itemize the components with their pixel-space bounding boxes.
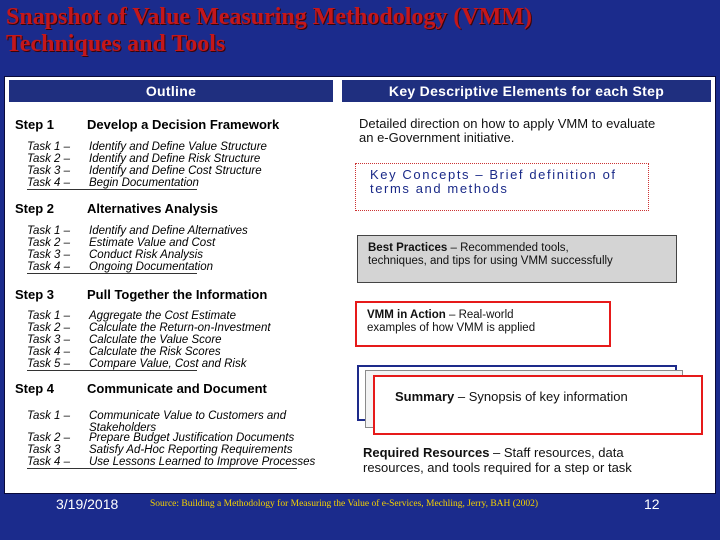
task-row: Task 2 – Calculate the Return-on-Investment (27, 322, 271, 334)
step-number: Step 4 (15, 381, 55, 396)
task-row: Task 4 – Calculate the Risk Scores (27, 346, 221, 358)
task-row: Task 1 – Communicate Value to Customers and (27, 410, 287, 422)
task-row: Task 1 – Identify and Define Value Structure (27, 141, 267, 153)
outline-header: Outline (9, 80, 333, 102)
slide-title-line2: Techniques and Tools (6, 31, 226, 57)
best-practices-text: Best Practices – Recommended tools, techniques, and tips for using VMM successfully (368, 242, 613, 267)
divider (27, 273, 197, 274)
best-practices-box (357, 235, 677, 283)
step-title: Communicate and Document (87, 381, 267, 396)
vmm-in-action-box (355, 301, 611, 347)
task-row: Task 3 – Conduct Risk Analysis (27, 249, 203, 261)
step-2 (15, 201, 218, 216)
page-number: 12 (644, 496, 660, 512)
vmm-figure (4, 76, 716, 494)
vmm-in-action-text: VMM in Action – Real-world examples of how VMM is applied (367, 309, 536, 334)
direction-text: Detailed direction on how to apply VMM to evaluate an e-Government initiative. (359, 116, 656, 145)
slide-title (6, 4, 706, 58)
footer-date: 3/19/2018 (56, 496, 119, 512)
task-row: Task 3 – Calculate the Value Score (27, 334, 222, 346)
step-title: Pull Together the Information (87, 287, 268, 302)
summary-text: Summary – Synopsis of key information (395, 389, 628, 404)
step-number: Step 2 (15, 201, 55, 216)
key-concepts-box (355, 163, 649, 211)
divider (27, 370, 197, 371)
task-row: Task 4 – Ongoing Documentation (27, 261, 214, 273)
key-concepts-text: Key Concepts – Brief definition of terms and methods (370, 167, 617, 196)
step-title: Develop a Decision Framework (87, 117, 280, 132)
task-row: Task 3 – Identify and Define Cost Structure (27, 165, 262, 177)
task-row: Task 2 – Estimate Value and Cost (27, 237, 216, 249)
task-row: Task 4 – Use Lessons Learned to Improve Processes (27, 456, 316, 468)
divider (27, 468, 297, 469)
step-number: Step 1 (15, 117, 55, 132)
step-3 (15, 287, 267, 302)
step-4 (15, 381, 267, 396)
slide-title-line1: Snapshot of Value Measuring Methodology (VMM) (6, 4, 533, 30)
footer-source: Source: Building a Methodology for Measuring the Value of e-Services, Mechling, Jerry, BAH (2002) (150, 499, 539, 509)
step-title: Alternatives Analysis (87, 201, 219, 216)
summary-box (373, 375, 703, 435)
step-number: Step 3 (15, 287, 55, 302)
task-row: Task 2 – Prepare Budget Justification Documents (27, 432, 295, 444)
key-elements-header: Key Descriptive Elements for each Step (342, 80, 711, 102)
task-row: Task 5 – Compare Value, Cost and Risk (27, 358, 247, 370)
task-continuation: Stakeholders (89, 422, 157, 434)
task-row: Task 2 – Identify and Define Risk Structure (27, 153, 261, 165)
step-1 (15, 117, 279, 132)
task-row: Task 1 – Aggregate the Cost Estimate (27, 310, 237, 322)
divider (27, 189, 197, 190)
required-resources-text: Required Resources – Staff resources, data resources, and tools required for a step or task (363, 445, 632, 475)
task-row: Task 4 – Begin Documentation (27, 177, 199, 189)
task-row: Task 1 – Identify and Define Alternatives (27, 225, 248, 237)
task-row: Task 3 Satisfy Ad-Hoc Reporting Requirements (27, 444, 293, 456)
